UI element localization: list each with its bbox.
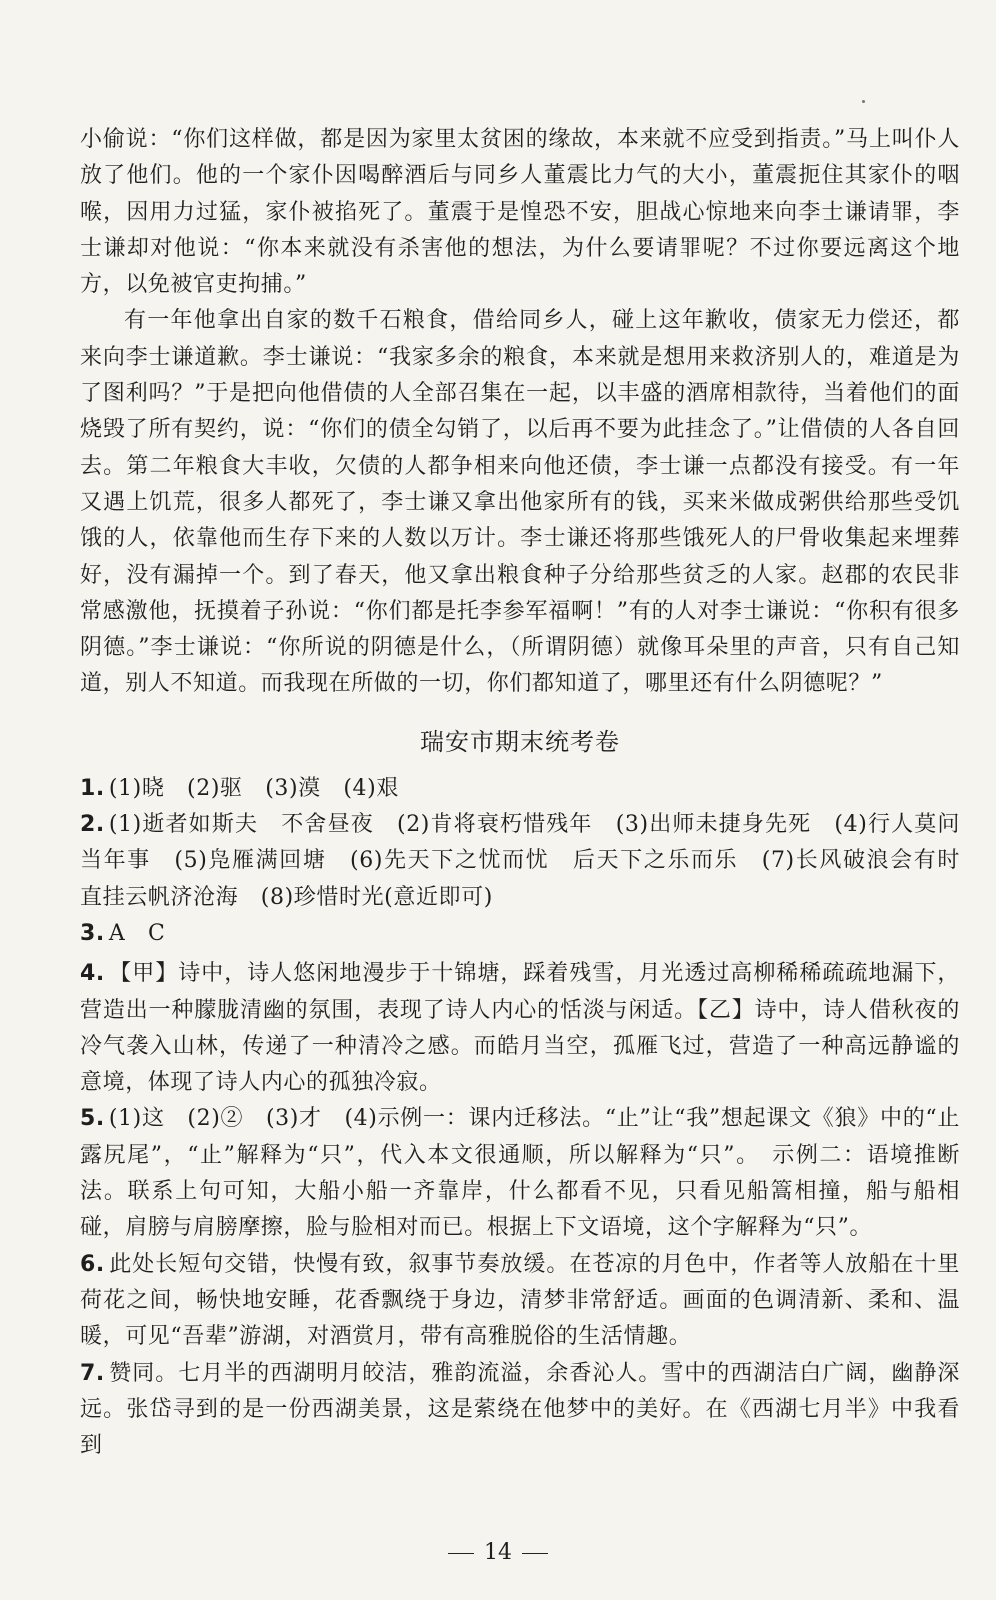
paragraph-2: 有一年他拿出自家的数千石粮食，借给同乡人，碰上这年歉收，债家无力偿还，都来向李士谦道歉。李士谦说：“我家多余的粮食，本来就是想用来救济别人的，难道是为了图利吗？”于是把向他借债的人全部召集在一起，以丰盛的酒席相款待，当着他们的面烧毁了所有契约，说：“你们的债全勾销了，以后再不要为此挂念了。”让借债的人各自回去。第二年粮食大丰收，欠债的人都争相来向他还债，李士谦一点都没有接受。有一年又遇上饥荒，很多人都死了，李士谦又拿出他家所有的钱，买来米做成粥供给那些受饥饿的人，依靠他而生存下来的人数以万计。李士谦还将那些饿死人的尸骨收集起来埋葬好，没有漏掉一个。到了春天，他又拿出粮食种子分给那些贫乏的人家。赵郡的农民非常感激他，抚摸着子孙说：“你们都是托李参军福啊！”有的人对李士谦说：“你积有很多阴德。”李士谦说：“你所说的阴德是什么，（所谓阴德）就像耳朵里的声音，只有自己知道，别人不知道。而我现在所做的一切，你们都知道了，哪里还有什么阴德呢？” xyxy=(80,308,960,697)
scan-speck xyxy=(862,100,865,103)
answer-text: 【甲】诗中，诗人悠闲地漫步于十锦塘，踩着残雪，月光透过高柳稀稀疏疏地漏下，营造出一种朦胧清幽的氛围，表现了诗人内心的恬淡与闲适。【乙】诗中，诗人借秋夜的冷气袭入山林，传递了一种清冷之感。而皓月当空，孤雁飞过，营造了一种高远静谧的意境，体现了诗人内心的孤独冷寂。 xyxy=(80,961,960,1096)
answer-1 xyxy=(80,771,960,807)
page-footer xyxy=(0,1540,996,1565)
answer-text: A C xyxy=(108,920,166,946)
answer-5 xyxy=(80,1101,960,1246)
answer-number: 7. xyxy=(80,1360,105,1386)
answer-number: 1. xyxy=(80,775,105,801)
answer-2 xyxy=(80,807,983,916)
section-title: 瑞安市期末统考卷 xyxy=(420,727,620,756)
answer-number: 5. xyxy=(80,1106,105,1132)
page-number: 14 xyxy=(484,1540,512,1565)
answer-number: 2. xyxy=(80,812,105,838)
body-text xyxy=(80,122,983,1464)
answer-4 xyxy=(80,956,960,1101)
answer-number: 6. xyxy=(80,1251,105,1277)
answer-3 xyxy=(80,916,960,952)
answer-number: 3. xyxy=(80,920,105,946)
paragraph-1: 小偷说：“你们这样做，都是因为家里太贫困的缘故，本来就不应受到指责。”马上叫仆人放了他们。他的一个家仆因喝醉酒后与同乡人董震比力气的大小，董震扼住其家仆的咽喉，因用力过猛，家仆被掐死了。董震于是惶恐不安，胆战心惊地来向李士谦请罪，李士谦却对他说：“你本来就没有杀害他的想法，为什么要请罪呢？不过你要远离这个地方，以免被官吏拘捕。” xyxy=(80,127,960,298)
answer-text: (1)这 (2)② (3)才 (4)示例一：课内迁移法。“止”让“我”想起课文《狼》中的“止露尻尾”，“止”解释为“只”，代入本文很通顺，所以解释为“只”。 示例二：语境推断法。联系上句可知，大船小船一齐靠岸，什么都看不见，只看见船篙相撞，船与船相碰，肩膀与肩膀摩擦，脸与脸相对而已。根据上下文语境，这个字解释为“只”。 xyxy=(80,1106,960,1241)
answer-7 xyxy=(80,1356,960,1465)
answer-text: (1)逝者如斯夫 不舍昼夜 (2)肯将衰朽惜残年 (3)出师未捷身先死 (4)行人莫问当年事 (5)凫雁满回塘 (6)先天下之忧而忧 后天下之乐而乐 (7)长风破浪会有时 直挂云帆济沧海 (8)珍惜时光(意近即可) xyxy=(80,812,983,910)
answer-number: 4. xyxy=(80,961,105,987)
answer-text: (1)晓 (2)驱 (3)漠 (4)艰 xyxy=(108,775,399,801)
answer-text: 此处长短句交错，快慢有致，叙事节奏放缓。在苍凉的月色中，作者等人放船在十里荷花之间，畅快地安睡，花香飘绕于身边，清梦非常舒适。画面的色调清新、柔和、温暖，可见“吾辈”游湖，对酒赏月，带有高雅脱俗的生活情趣。 xyxy=(80,1251,960,1350)
footer-dash-left xyxy=(448,1553,474,1554)
footer-dash-right xyxy=(522,1553,548,1554)
answer-6 xyxy=(80,1247,960,1356)
answer-text: 赞同。七月半的西湖明月皎洁，雅韵流溢，余香沁人。雪中的西湖洁白广阔，幽静深远。张岱寻到的是一份西湖美景，这是萦绕在他梦中的美好。在《西湖七月半》中我看到 xyxy=(80,1360,960,1459)
